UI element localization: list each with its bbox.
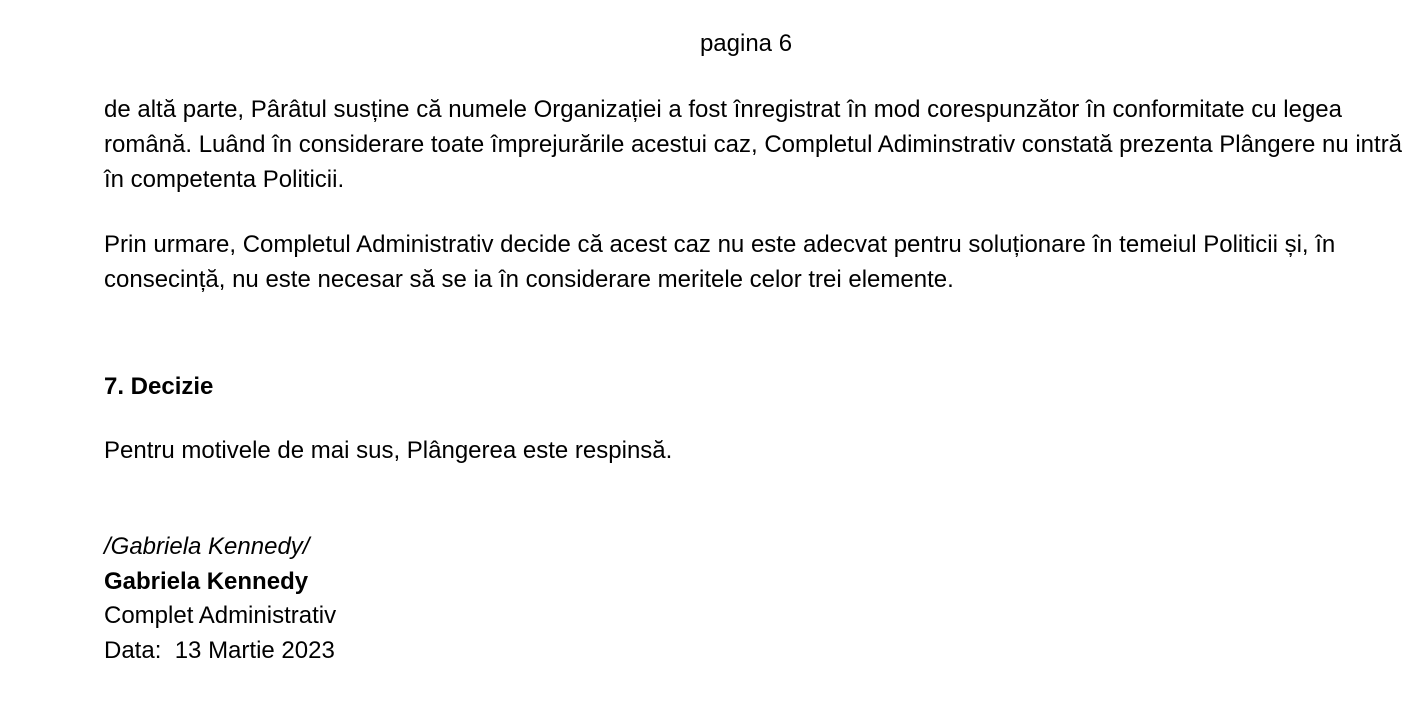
body-text [104, 92, 1404, 297]
paragraph-1: de altă parte, Pârâtul susține că numele Organizației a fost înregistrat în mod corespunzător în conformitate cu legea română. Luând în considerare toate împrejurările acestui caz, Completul Adiminstrativ constată prezenta Plângere nu intră în competenta Politicii. [104, 96, 1403, 193]
decision-date: Data: 13 Martie 2023 [104, 636, 335, 664]
paragraph-2: Prin urmare, Completul Administrativ decide că acest caz nu este adecvat pentru soluționare în temeiul Politicii și, în consecință, nu este necesar să se ia în considerare meritele celor trei elemente. [104, 231, 1336, 293]
signer-name: Gabriela Kennedy [104, 567, 309, 595]
section-heading: 7. Decizie [104, 373, 214, 400]
signature-line: /Gabriela Kennedy/ [104, 533, 310, 560]
signature-block [104, 530, 336, 668]
decision-text: Pentru motivele de mai sus, Plângerea este respinsă. [104, 437, 673, 464]
signer-role: Complet Administrativ [104, 602, 337, 629]
page-number: pagina 6 [699, 30, 793, 57]
